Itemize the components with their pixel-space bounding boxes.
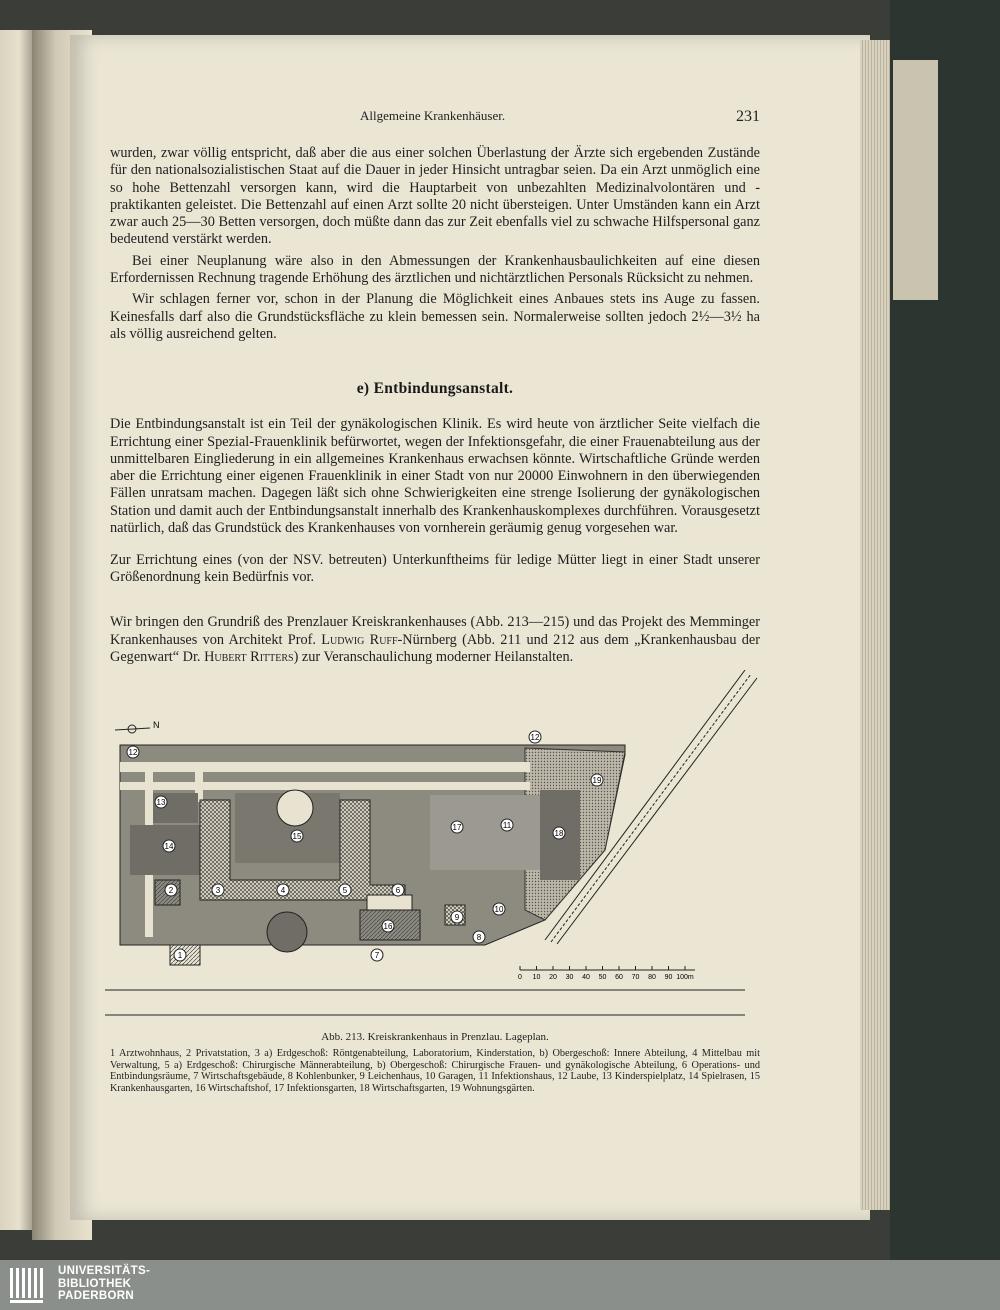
library-name-line: BIBLIOTHEK <box>58 1277 132 1290</box>
scale-tick-label: 10 <box>532 974 541 981</box>
scale-tick-label: 30 <box>565 974 574 981</box>
svg-text:1: 1 <box>177 951 183 960</box>
library-logo-icon <box>8 1264 48 1306</box>
section-heading: e) Entbindungsanstalt. <box>356 380 514 397</box>
figure-caption: Abb. 213. Kreiskrankenhaus in Prenzlau. Lageplan. <box>321 1031 549 1043</box>
scale-tick-label: 20 <box>549 974 557 981</box>
page-number: 231 <box>736 108 760 125</box>
svg-text:3: 3 <box>215 886 221 895</box>
svg-text:5: 5 <box>342 886 348 895</box>
scale-tick-label: 90 <box>664 974 673 981</box>
svg-text:8: 8 <box>476 933 482 942</box>
body-text-final <box>110 600 760 680</box>
text-run: ) zur Veranschaulichung moderner Heilanstalten. <box>293 648 574 665</box>
text-run: Wir bringen den Grundriß des Prenzlauer Kreiskrankenhauses (Abb. 213—215) und das Projekt des Memminger Krankenhauses von Architekt Prof. <box>110 614 760 648</box>
figure-legend: 1 Arztwohnhaus, 2 Privatstation, 3 a) Erdgeschoß: Röntgenabteilung, Laboratorium, Kinderstation, b) Obergeschoß: Innere Abteilung, 4 Mittelbau mit Verwaltung, 5 a) Erdgeschoß: Chirurgische Männerabteilung, b) Obergeschoß: Chirurgische Frauen- und gynäkologische Abteilung, 6 Operations- und Entbindungsräume, 7 Wirtschaftsgebäude, 8 Kohlenbunker, 9 Leichenhaus, 10 Garagen, 11 Infektionshaus, 12 Laube, 13 Kinderspielplatz, 14 Spielrasen, 15 Krankenhausgarten, 16 Wirtschaftshof, 17 Infektionsgarten, 18 Wirtschaftsgarten, 19 Wohnungsgärten. <box>110 1048 760 1094</box>
scale-tick-label: 70 <box>631 974 640 981</box>
library-footer <box>0 1260 1000 1310</box>
north-arrow <box>115 720 160 733</box>
svg-text:12: 12 <box>128 748 138 757</box>
scale-tick-label: 40 <box>582 974 590 981</box>
text-run: -Nürnberg (Abb. 211 und 212 aus dem „Krankenhausbau der Gegenwart“ Dr. <box>110 631 761 665</box>
paragraph: Die Entbindungsanstalt ist ein Teil der gynäkologischen Klinik. Es wird heute von ärztlicher Seite vielfach die Errichtung einer Spezial-Frauenklinik befürwortet, wegen der Infektionsgefahr, die einer Frauenabteilung aus der unmittelbaren Eingliederung in ein allgemeines Krankenhaus erwachsen könnte. Wirtschaftliche Gründe werden aber die Errichtung einer eigenen Frauenklinik in einer Stadt von nur 20000 Einwohnern in den überwiegenden Fällen unratsam machen. Dagegen läßt sich ohne Schwierigkeiten eine strenge Isolierung der gynäkologischen Station und damit auch der Entbindungsanstalt innerhalb des Krankenhauskomplexes durchführen. Vorausgesetzt natürlich, daß das Grundstück des Krankenhauses von vornherein geräumig genug vorgesehen war. <box>110 416 760 537</box>
svg-text:9: 9 <box>454 913 460 922</box>
building-16 <box>367 895 412 910</box>
left-page-edge <box>0 30 32 1230</box>
body-text-section <box>110 402 760 601</box>
paragraph: Bei einer Neuplanung wäre also in den Abmessungen der Krankenhausbaulichkeiten auf eine diesen Erfordernissen Rechnung tragende Erhöhung des ärztlichen und nichtärztlichen Personals Rücksicht zu nehmen. <box>110 252 760 287</box>
cover-page-block <box>893 60 938 300</box>
paragraph <box>110 614 760 666</box>
svg-text:11: 11 <box>502 821 512 830</box>
north-label: N <box>153 720 160 730</box>
page-edges <box>860 40 890 1210</box>
running-title: Allgemeine Krankenhäuser. <box>360 108 506 123</box>
scale-tick-label: 50 <box>598 974 607 981</box>
svg-text:16: 16 <box>383 922 393 931</box>
author-name: Hubert Ritters <box>204 648 294 665</box>
scale-bar <box>518 966 695 981</box>
svg-text:7: 7 <box>374 951 380 960</box>
site-plan-figure <box>105 670 765 1025</box>
scale-tick-label: 0 <box>518 974 522 981</box>
body-text-top <box>110 145 760 343</box>
svg-text:10: 10 <box>494 905 504 914</box>
library-name-line: UNIVERSITÄTS- <box>58 1265 151 1277</box>
garden-17 <box>430 795 540 870</box>
library-name-line: PADERBORN <box>58 1290 134 1302</box>
svg-text:12: 12 <box>530 733 540 742</box>
svg-text:14: 14 <box>164 842 174 851</box>
svg-text:15: 15 <box>292 832 302 841</box>
scale-tick-label: 80 <box>648 974 656 981</box>
paragraph: Zur Errichtung eines (von der NSV. betreuten) Unterkunftheims für ledige Mütter liegt in einer Stadt unserer Größenordnung kein Bedürfnis vor. <box>110 551 760 585</box>
svg-text:19: 19 <box>592 776 602 785</box>
garden-round <box>267 912 307 952</box>
svg-text:17: 17 <box>452 823 462 832</box>
svg-text:4: 4 <box>280 886 286 895</box>
scale-tick-label: 60 <box>615 974 623 981</box>
scale-tick-label: 100m <box>676 974 694 981</box>
author-name: Ludwig Ruff <box>321 631 398 648</box>
svg-text:2: 2 <box>168 886 174 895</box>
svg-text:18: 18 <box>554 829 564 838</box>
library-name <box>58 1265 150 1303</box>
svg-text:13: 13 <box>156 798 166 807</box>
paragraph: wurden, zwar völlig entspricht, daß aber die aus einer solchen Überlastung der Ärzte sich ergebenden Zustände für den nationalsozialistischen Staat auf die Dauer in jeder Hinsicht untragbar seien. Da ein Arzt unmöglich eine so hohe Bettenzahl versorgen kann, wird die Hauptarbeit von unbezahlten Medizinalvolontären und -praktikanten geleistet. Die Bettenzahl auf einen Arzt sollte 20 nicht übersteigen. Unter Umständen kann ein Arzt zwar auch 25—30 Betten versorgen, doch müßte dann das zur Zeit ebenfalls viel zu schwache Hilfspersonal ganz bedeutend verstärkt werden. <box>110 145 760 248</box>
paragraph: Wir schlagen ferner vor, schon in der Planung die Möglichkeit eines Anbaues stets ins Auge zu fassen. Keinesfalls darf also die Grundstücksfläche zu klein bemessen sein. Normalerweise sollten jedoch 2½—3½ ha als völlig ausreichend gelten. <box>110 291 760 342</box>
svg-text:6: 6 <box>395 886 401 895</box>
